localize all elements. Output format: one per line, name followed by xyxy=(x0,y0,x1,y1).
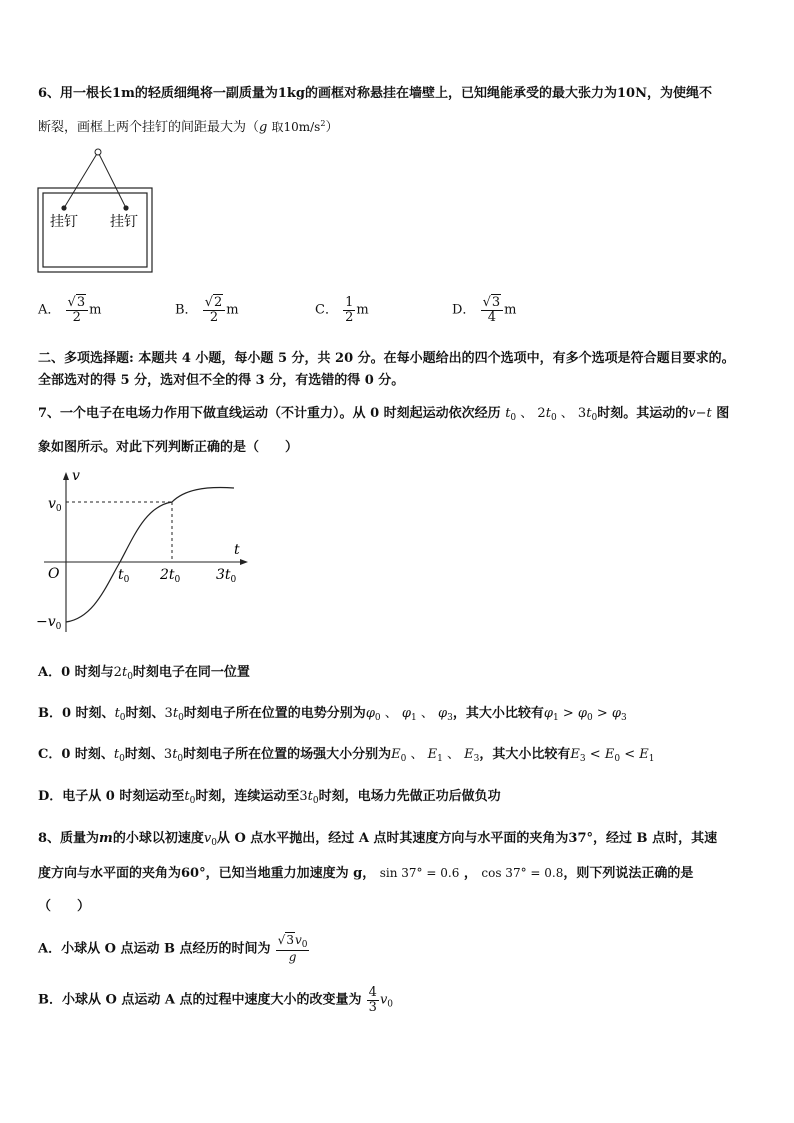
q6-b-den: 2 xyxy=(209,309,219,325)
rope-right xyxy=(98,152,126,208)
q6-option-d-frac: $\frac{√3}{4}$ xyxy=(481,296,504,324)
q7-d-text3: 时刻，电场力先做正功后做负功 xyxy=(318,789,501,804)
nail-right-label: 挂钉 xyxy=(110,214,138,230)
q6-line2-b: 取10m/s xyxy=(271,120,321,134)
q6-option-c-label: C． xyxy=(315,302,338,318)
q7-d-text1: D．电子从 0 时刻运动至 xyxy=(38,789,185,804)
t-axis-arrow-icon xyxy=(240,559,248,565)
q7-line1: 7、一个电子在电场力作用下做直线运动（不计重力）。从 0 时刻起运动依次经历 $t_0$ 、 $2t_0$ 、 $3t_0$时刻。其运动的v−t 图 xyxy=(38,406,730,423)
q7-a-text2: 时刻电子在同一位置 xyxy=(132,665,250,680)
q6-a-num: 3 xyxy=(76,295,86,310)
neg-v0-label: $-v_0$ xyxy=(36,614,62,632)
q6-option-a-label: A． xyxy=(38,302,61,318)
q7-d-text2: 时刻，连续运动至 xyxy=(195,789,300,804)
q8-cos: cos 37° = 0.8 xyxy=(481,866,564,880)
velocity-curve xyxy=(66,488,234,622)
q7-line1-b: 时刻。其运动的 xyxy=(597,406,689,421)
q6-option-a xyxy=(38,296,101,324)
frame-outer xyxy=(38,188,152,272)
q7-c-text1: C．0 时刻、 xyxy=(38,747,114,762)
q6-b-num: 2 xyxy=(214,295,223,310)
q6-option-c xyxy=(315,296,369,324)
q7-b-text3: 时刻电子所在位置的电势分别为 xyxy=(183,706,366,721)
q8-line2-b: ，则下列说法正确的是 xyxy=(563,866,694,881)
q7-b-text2: 时刻、 xyxy=(125,706,165,721)
q6-a-unit: m xyxy=(89,302,102,318)
q8-option-a xyxy=(38,934,310,964)
origin-label: O xyxy=(48,566,60,582)
q8-line1-b: 的小球以初速度 xyxy=(112,831,204,846)
nail-left xyxy=(61,205,66,210)
q6-c-unit: m xyxy=(356,302,369,318)
q7-b-text4: ，其大小比较有 xyxy=(452,706,544,721)
q7-line1-a: 7、一个电子在电场力作用下做直线运动（不计重力）。从 0 时刻起运动依次经历 xyxy=(38,406,501,421)
q6-c-num: 1 xyxy=(345,295,354,310)
q7-option-b: B．0 时刻、$t_0$时刻、$3t_0$时刻电子所在位置的电势分别为$\varphi_0$ 、 $\varphi_1$ 、 $\varphi_3$，其大小比较有$\varphi_1 > \varphi_0 > \varphi_3$ xyxy=(38,706,627,723)
q8-m: m xyxy=(99,831,113,846)
q6-line1: 6、用一根长1m的轻质细绳将一副质量为1kg的画框对称悬挂在墙壁上，已知绳能承受的最大张力为10N，为使绳不 xyxy=(38,86,712,101)
q6-d-den: 4 xyxy=(487,309,496,325)
q6-b-unit: m xyxy=(226,302,239,318)
q8-b-frac xyxy=(367,986,379,1014)
t2-tick-label: $2t_0$ xyxy=(160,567,181,585)
q6-line2-sup: 2 xyxy=(320,119,326,128)
q8-line1: 8、质量为m的小球以初速度$v_0$从 O 点水平抛出，经过 A 点时其速度方向与水平面的夹角为37°，经过 B 点时，其速 xyxy=(38,831,718,848)
q6-option-c-frac xyxy=(343,296,355,324)
q6-line2-c: ） xyxy=(325,120,339,135)
q6-option-b-frac: $\frac{√2}{2}$ xyxy=(203,296,226,324)
nail-left-label: 挂钉 xyxy=(50,214,78,230)
t0-tick-label: $t_0$ xyxy=(118,567,130,585)
wall-nail xyxy=(95,149,101,155)
q8-line1-c: 从 O 点水平抛出，经过 A 点时其速度方向与水平面的夹角为37°，经过 B 点时，其速 xyxy=(216,831,718,846)
q8-line2: 度方向与水平面的夹角为60°，已知当地重力加速度为 g， sin 37° = 0.6 ， cos 37° = 0.8，则下列说法正确的是 xyxy=(38,866,694,881)
q6-d-num: 3 xyxy=(491,295,501,310)
q6-d-unit: m xyxy=(504,302,517,318)
q6-option-b xyxy=(175,296,239,324)
q6-g: g xyxy=(259,120,268,135)
section2-line2: 全部选对的得 5 分，选对但不全的得 3 分，有选错的得 0 分。 xyxy=(38,373,405,388)
q7-b-text1: B．0 时刻、 xyxy=(38,706,115,721)
q8-a-frac: $\frac{√3v_0}{g}$ xyxy=(277,933,308,965)
q6-line2 xyxy=(38,116,338,135)
q7-option-a: A．0 时刻与$2t_0$时刻电子在同一位置 xyxy=(38,665,250,682)
q8-sin: sin 37° = 0.6 xyxy=(379,866,460,880)
v-axis-arrow-icon xyxy=(63,472,69,480)
q8-a-text: A．小球从 O 点运动 B 点经历的时间为 xyxy=(38,941,271,957)
section2-line1: 二、多项选择题: 本题共 4 小题，每小题 5 分，共 20 分。在每小题给出的四个选项中，有多个选项是符合题目要求的。 xyxy=(38,351,735,366)
nail-right xyxy=(123,205,128,210)
q7-c-text4: ，其大小比较有 xyxy=(479,747,571,762)
q6-option-b-label: B． xyxy=(175,302,198,318)
v-axis-label: v xyxy=(72,468,80,484)
q8-line2-a: 度方向与水平面的夹角为60°，已知当地重力加速度为 g， xyxy=(38,866,376,881)
q6-option-a-frac: $\frac{√3}{2}$ xyxy=(66,296,89,324)
picture-frame-diagram xyxy=(36,146,156,276)
q8-line3: （ ） xyxy=(38,899,91,914)
q8-option-b: B．小球从 O 点运动 A 点的过程中速度大小的改变量为 $\frac{4}{3}$ $v_0$ xyxy=(38,985,394,1015)
t-axis-label: t xyxy=(234,542,240,558)
q7-option-c: C．0 时刻、$t_0$时刻、$3t_0$时刻电子所在位置的场强大小分别为$E_0$ 、 $E_1$ 、 $E_3$，其大小比较有$E_3 < E_0 < E_1$ xyxy=(38,747,655,764)
q6-option-d xyxy=(452,296,516,324)
q8-b-text: B．小球从 O 点运动 A 点的过程中速度大小的改变量为 xyxy=(38,992,362,1008)
t3-tick-label: $3t_0$ xyxy=(216,567,237,585)
frame-inner xyxy=(43,193,147,267)
q7-line2: 象如图所示。对此下列判断正确的是（ ） xyxy=(38,440,299,455)
rope-left xyxy=(64,152,98,208)
q8-line1-a: 8、质量为 xyxy=(38,831,100,846)
vt-graph xyxy=(34,466,254,638)
q7-line1-c: 图 xyxy=(716,406,730,421)
q6-line2-a: 断裂，画框上两个挂钉的间距最大为（ xyxy=(38,120,260,135)
q6-option-d-label: D． xyxy=(452,302,476,318)
q6-c-den: 2 xyxy=(345,309,354,325)
q6-a-den: 2 xyxy=(72,309,81,325)
q7-a-text1: A．0 时刻与 xyxy=(38,665,114,680)
q7-c-text2: 时刻、 xyxy=(124,747,164,762)
q7-option-d: D．电子从 0 时刻运动至$t_0$时刻，连续运动至$3t_0$时刻，电场力先做正功后做负功 xyxy=(38,789,501,806)
q8-b-num: 4 xyxy=(368,985,377,1000)
q7-c-text3: 时刻电子所在位置的场强大小分别为 xyxy=(183,747,392,762)
v0-label: $v_0$ xyxy=(48,496,62,514)
q8-b-den: 3 xyxy=(368,999,377,1015)
